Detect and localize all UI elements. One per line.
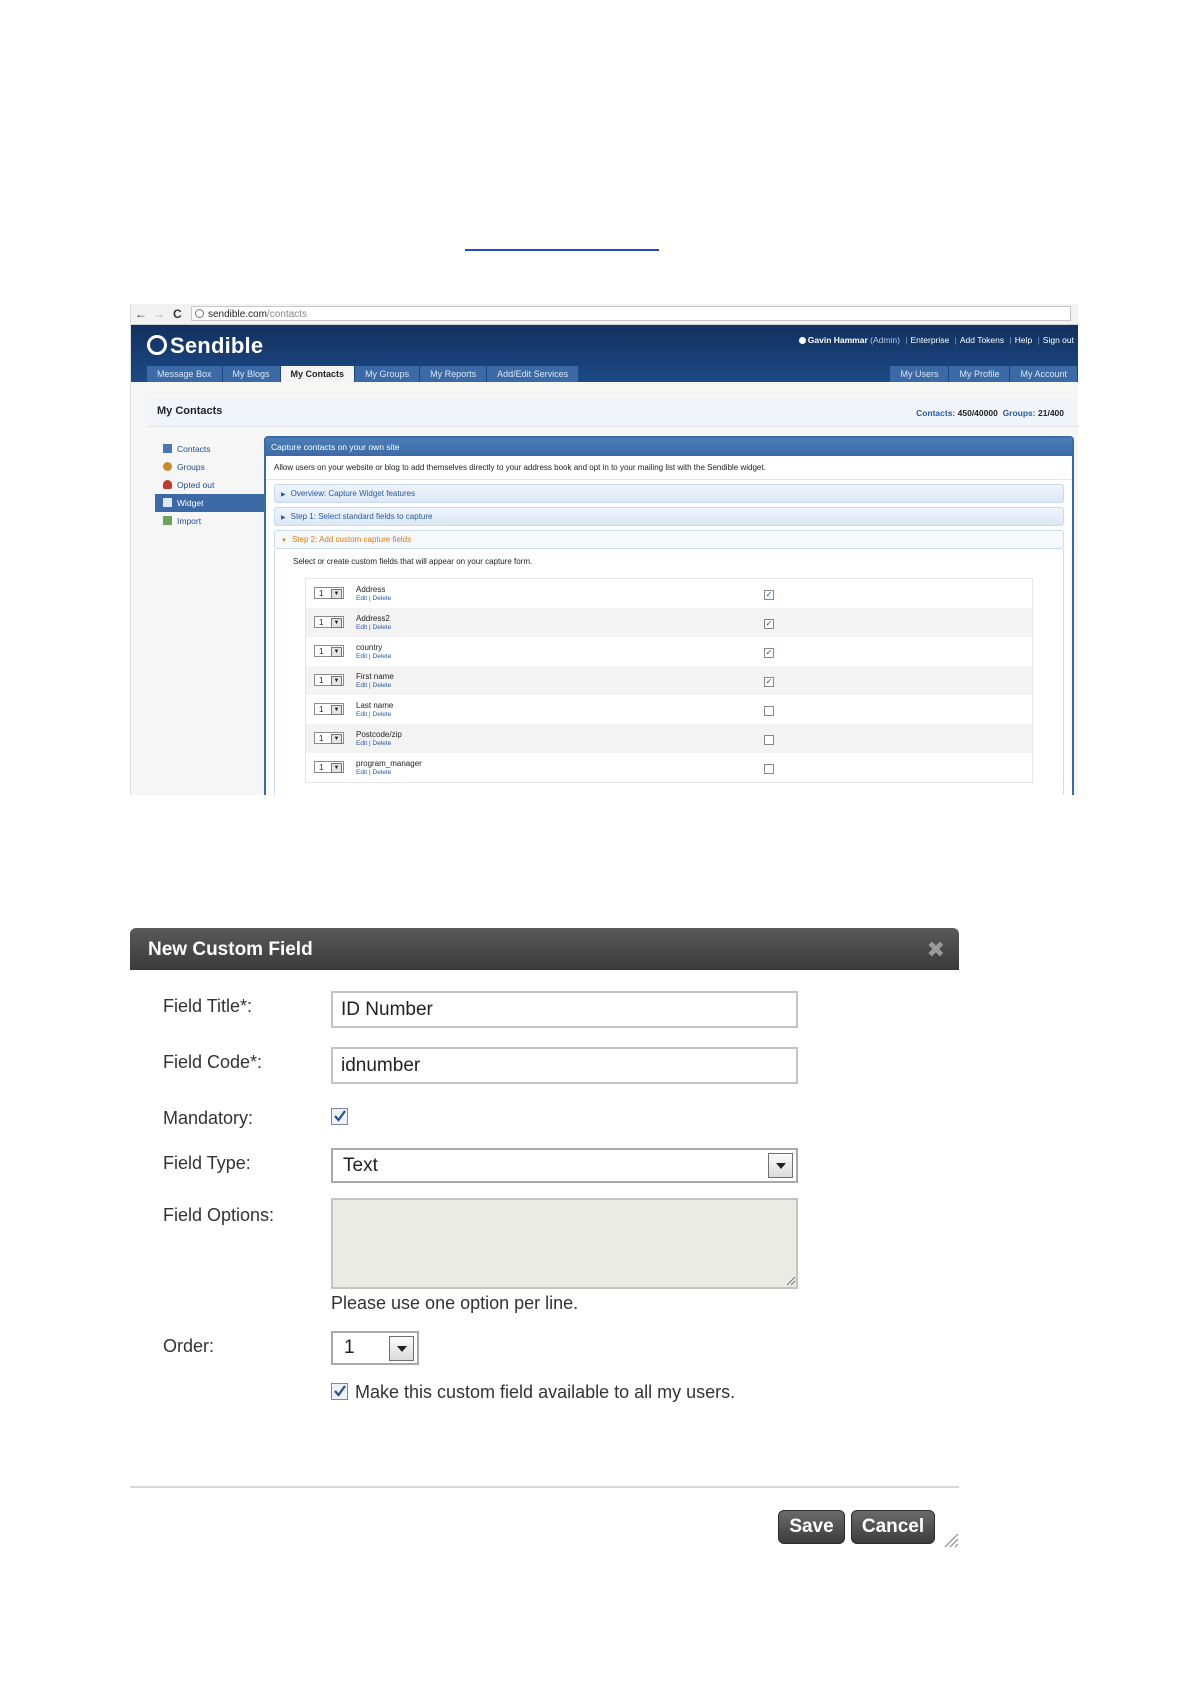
panel-header: Capture contacts on your own site (266, 438, 1072, 456)
link-add-tokens[interactable]: Add Tokens (959, 335, 1005, 345)
link-underline[interactable] (465, 249, 659, 251)
order-select[interactable] (331, 1331, 419, 1365)
field-name: Address2 (356, 614, 390, 623)
link-enterprise[interactable]: Enterprise (910, 335, 950, 345)
field-include-checkbox[interactable]: ✓ (765, 590, 773, 599)
available-label: Make this custom field available to all my users. (355, 1382, 736, 1402)
custom-fields-table (305, 578, 1033, 783)
mandatory-checkbox[interactable] (331, 1108, 348, 1125)
user-name[interactable]: Gavin Hammar (807, 335, 868, 345)
collapse-icon: ▼ (281, 538, 287, 544)
top-links: Gavin Hammar (Admin) | Enterprise | Add Tokens | Help | Sign out (799, 335, 1074, 345)
sidebar-item-opted-out[interactable]: Opted out (155, 476, 265, 494)
tab-my-reports[interactable]: My Reports (420, 366, 486, 382)
app-header (131, 325, 1078, 382)
field-name: First name (356, 672, 394, 681)
account-tabs (890, 366, 1078, 382)
tab-my-groups[interactable]: My Groups (355, 366, 419, 382)
field-order-select[interactable]: 1 ▼ (314, 587, 344, 599)
edit-delete-links[interactable]: Edit | Delete (356, 769, 392, 776)
reload-icon[interactable]: C (173, 307, 182, 321)
contacts-screenshot (130, 304, 1078, 795)
edit-delete-links[interactable]: Edit | Delete (356, 740, 392, 747)
chevron-down-icon[interactable] (389, 1336, 414, 1361)
step-2-body (274, 549, 1064, 795)
chevron-down-icon[interactable]: ▼ (331, 589, 342, 599)
checkmark-icon (333, 1384, 347, 1398)
field-name: Last name (356, 701, 394, 710)
field-name: country (356, 643, 383, 652)
chevron-down-icon[interactable]: ▼ (331, 676, 342, 686)
step-2-text: Select or create custom fields that will appear on your capture form. (293, 557, 533, 566)
field-order-select[interactable]: 1 ▼ (314, 703, 344, 715)
table-row (306, 695, 1032, 724)
tab-my-blogs[interactable]: My Blogs (223, 366, 280, 382)
edit-delete-links[interactable]: Edit | Delete (356, 682, 392, 689)
dialog-header (130, 928, 959, 970)
widget-icon (163, 498, 172, 507)
field-title-input[interactable]: ID Number (331, 991, 798, 1028)
resize-handle-icon[interactable] (943, 1532, 959, 1548)
edit-delete-links[interactable]: Edit | Delete (356, 653, 392, 660)
sidebar-item-groups[interactable]: Groups (155, 458, 265, 476)
tab-my-profile[interactable]: My Profile (949, 366, 1009, 382)
chevron-down-icon[interactable]: ▼ (331, 734, 342, 744)
chevron-down-icon[interactable] (768, 1153, 793, 1178)
tab-my-users[interactable]: My Users (890, 366, 948, 382)
table-row (306, 724, 1032, 753)
field-include-checkbox[interactable] (764, 764, 774, 774)
field-options-hint: Please use one option per line. (331, 1293, 579, 1313)
section-overview[interactable]: ▶ Overview: Capture Widget features (274, 484, 1064, 503)
user-status-icon (799, 337, 806, 344)
tab-my-contacts[interactable]: My Contacts (281, 366, 355, 382)
chevron-down-icon[interactable]: ▼ (331, 705, 342, 715)
field-code-input[interactable]: idnumber (331, 1047, 798, 1084)
globe-icon (195, 309, 204, 318)
back-icon[interactable]: ← (135, 307, 147, 321)
mandatory-label: Mandatory: (163, 1108, 254, 1128)
field-order-select[interactable]: 1 ▼ (314, 645, 344, 657)
chevron-down-icon[interactable]: ▼ (331, 763, 342, 773)
section-step-2[interactable]: ▼ Step 2: Add custom capture fields (274, 530, 1064, 549)
field-include-checkbox[interactable]: ✓ (765, 619, 773, 628)
field-type-value: Text (343, 1155, 378, 1176)
link-help[interactable]: Help (1014, 335, 1033, 345)
expand-icon: ▶ (281, 515, 286, 521)
edit-delete-links[interactable]: Edit | Delete (356, 711, 392, 718)
field-name: Postcode/zip (356, 730, 402, 739)
new-custom-field-dialog (130, 928, 959, 1548)
tab-add-edit-services[interactable]: Add/Edit Services (487, 366, 578, 382)
forward-icon[interactable]: → (153, 307, 165, 321)
user-role: (Admin) (870, 335, 900, 345)
sidebar-item-import[interactable]: Import (155, 512, 265, 530)
field-order-select[interactable]: 1 ▼ (314, 616, 344, 628)
link-sign-out[interactable]: Sign out (1042, 335, 1074, 345)
url-input[interactable] (191, 306, 1071, 321)
tab-message-box[interactable]: Message Box (147, 366, 222, 382)
table-row (306, 579, 1032, 608)
sidebar-item-contacts[interactable]: Contacts (155, 440, 265, 458)
sidebar-item-widget[interactable]: Widget (155, 494, 265, 512)
available-checkbox[interactable] (331, 1383, 348, 1400)
opted-out-icon (163, 480, 172, 489)
sendible-logo[interactable]: Sendible (147, 333, 263, 359)
field-name: program_manager (356, 759, 422, 768)
table-row (306, 666, 1032, 695)
field-order-select[interactable]: 1 ▼ (314, 674, 344, 686)
save-button[interactable]: Save (778, 1510, 845, 1544)
close-icon[interactable]: ✖ (926, 937, 945, 962)
field-options-textarea[interactable] (331, 1198, 798, 1289)
contacts-count: 450/40000 (957, 408, 998, 418)
resize-grip-icon[interactable] (786, 1276, 796, 1286)
contacts-icon (163, 444, 172, 453)
field-include-checkbox[interactable]: ✓ (765, 648, 773, 657)
field-type-label: Field Type: (163, 1153, 251, 1173)
page-title: My Contacts (157, 405, 223, 417)
table-row (306, 753, 1032, 782)
field-order-select[interactable]: 1 ▼ (314, 761, 344, 773)
table-row (306, 637, 1032, 666)
main-tabs (147, 366, 579, 382)
field-title-label: Field Title*: (163, 996, 253, 1016)
contacts-sidebar (155, 440, 265, 530)
field-order-select[interactable]: 1 ▼ (314, 732, 344, 744)
footer-divider (130, 1486, 959, 1488)
field-include-checkbox[interactable] (764, 706, 774, 716)
groups-count: 21/400 (1038, 408, 1064, 418)
dialog-title: New Custom Field (148, 939, 313, 960)
expand-icon: ▶ (281, 492, 286, 498)
edit-delete-links[interactable]: Edit | Delete (356, 595, 392, 602)
field-code-label: Field Code*: (163, 1052, 263, 1072)
edit-delete-links[interactable]: Edit | Delete (356, 624, 392, 631)
field-include-checkbox[interactable] (764, 735, 774, 745)
chevron-down-icon[interactable]: ▼ (331, 618, 342, 628)
order-label: Order: (163, 1336, 215, 1356)
checkmark-icon (333, 1109, 347, 1123)
url-path: /contacts (266, 309, 307, 320)
section-step-1[interactable]: ▶ Step 1: Select standard fields to capture (274, 507, 1064, 526)
groups-icon (163, 462, 172, 471)
field-type-select[interactable] (331, 1148, 798, 1183)
import-icon (163, 516, 172, 525)
field-options-label: Field Options: (163, 1205, 275, 1225)
cancel-button[interactable]: Cancel (851, 1510, 935, 1544)
browser-address-bar (131, 304, 1078, 325)
field-name: Address (356, 585, 386, 594)
table-row (306, 608, 1032, 637)
capture-panel (264, 436, 1074, 795)
usage-stats: Contacts: 450/40000 Groups: 21/400 (916, 408, 1064, 418)
chevron-down-icon[interactable]: ▼ (331, 647, 342, 657)
field-include-checkbox[interactable]: ✓ (765, 677, 773, 686)
order-value: 1 (344, 1337, 355, 1358)
tab-my-account[interactable]: My Account (1010, 366, 1077, 382)
page-title-bar (147, 398, 1078, 427)
panel-intro: Allow users on your website or blog to add themselves directly to your address book and opt in to your mailing list with the Sendible widget. (266, 456, 1072, 480)
logo-icon (147, 335, 167, 355)
url-host: sendible.com (208, 309, 267, 320)
